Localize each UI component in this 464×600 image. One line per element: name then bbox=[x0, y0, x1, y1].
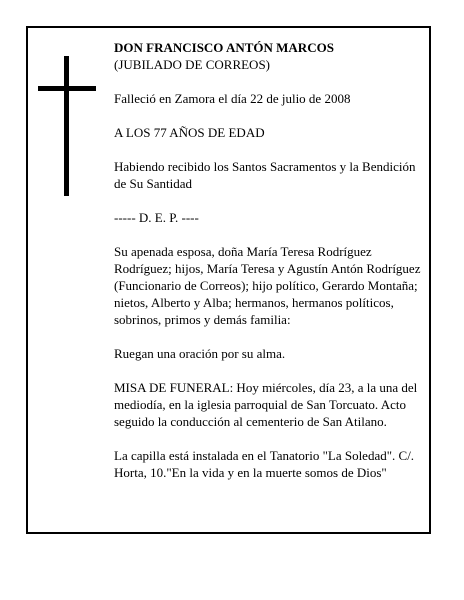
dep-line: ----- D. E. P. ---- bbox=[114, 210, 199, 225]
age-line: A LOS 77 AÑOS DE EDAD bbox=[114, 125, 265, 140]
family-paragraph: Su apenada esposa, doña María Teresa Rodríguez Rodríguez; hijos, María Teresa y Agustín Antón Rodríguez (Funcionario de Correos); hijo político, Gerardo Montaña; nietos, Alberto y Alba; hermanos, hermanos políticos, sobrinos, primos y demás familia: bbox=[114, 244, 421, 327]
notice-text bbox=[114, 39, 430, 498]
death-line: Falleció en Zamora el día 22 de julio de 2008 bbox=[114, 91, 351, 106]
cross-horizontal-bar bbox=[38, 86, 96, 91]
obituary-notice bbox=[26, 26, 431, 534]
deceased-name: DON FRANCISCO ANTÓN MARCOS bbox=[114, 40, 334, 55]
chapel-paragraph: La capilla está instalada en el Tanatorio "La Soledad". C/. Horta, 10."En la vida y en la muerte somos de Dios" bbox=[114, 448, 415, 480]
cross-vertical-bar bbox=[64, 56, 69, 196]
deceased-subtitle: (JUBILADO DE CORREOS) bbox=[114, 57, 270, 72]
prayer-line: Ruegan una oración por su alma. bbox=[114, 346, 286, 361]
funeral-paragraph: MISA DE FUNERAL: Hoy miércoles, día 23, a la una del mediodía, en la iglesia parroquial de San Torcuato. Acto seguido la conducción al cementerio de San Atilano. bbox=[114, 380, 418, 429]
sacraments-line: Habiendo recibido los Santos Sacramentos y la Bendición de Su Santidad bbox=[114, 159, 416, 191]
header-block bbox=[114, 39, 430, 73]
